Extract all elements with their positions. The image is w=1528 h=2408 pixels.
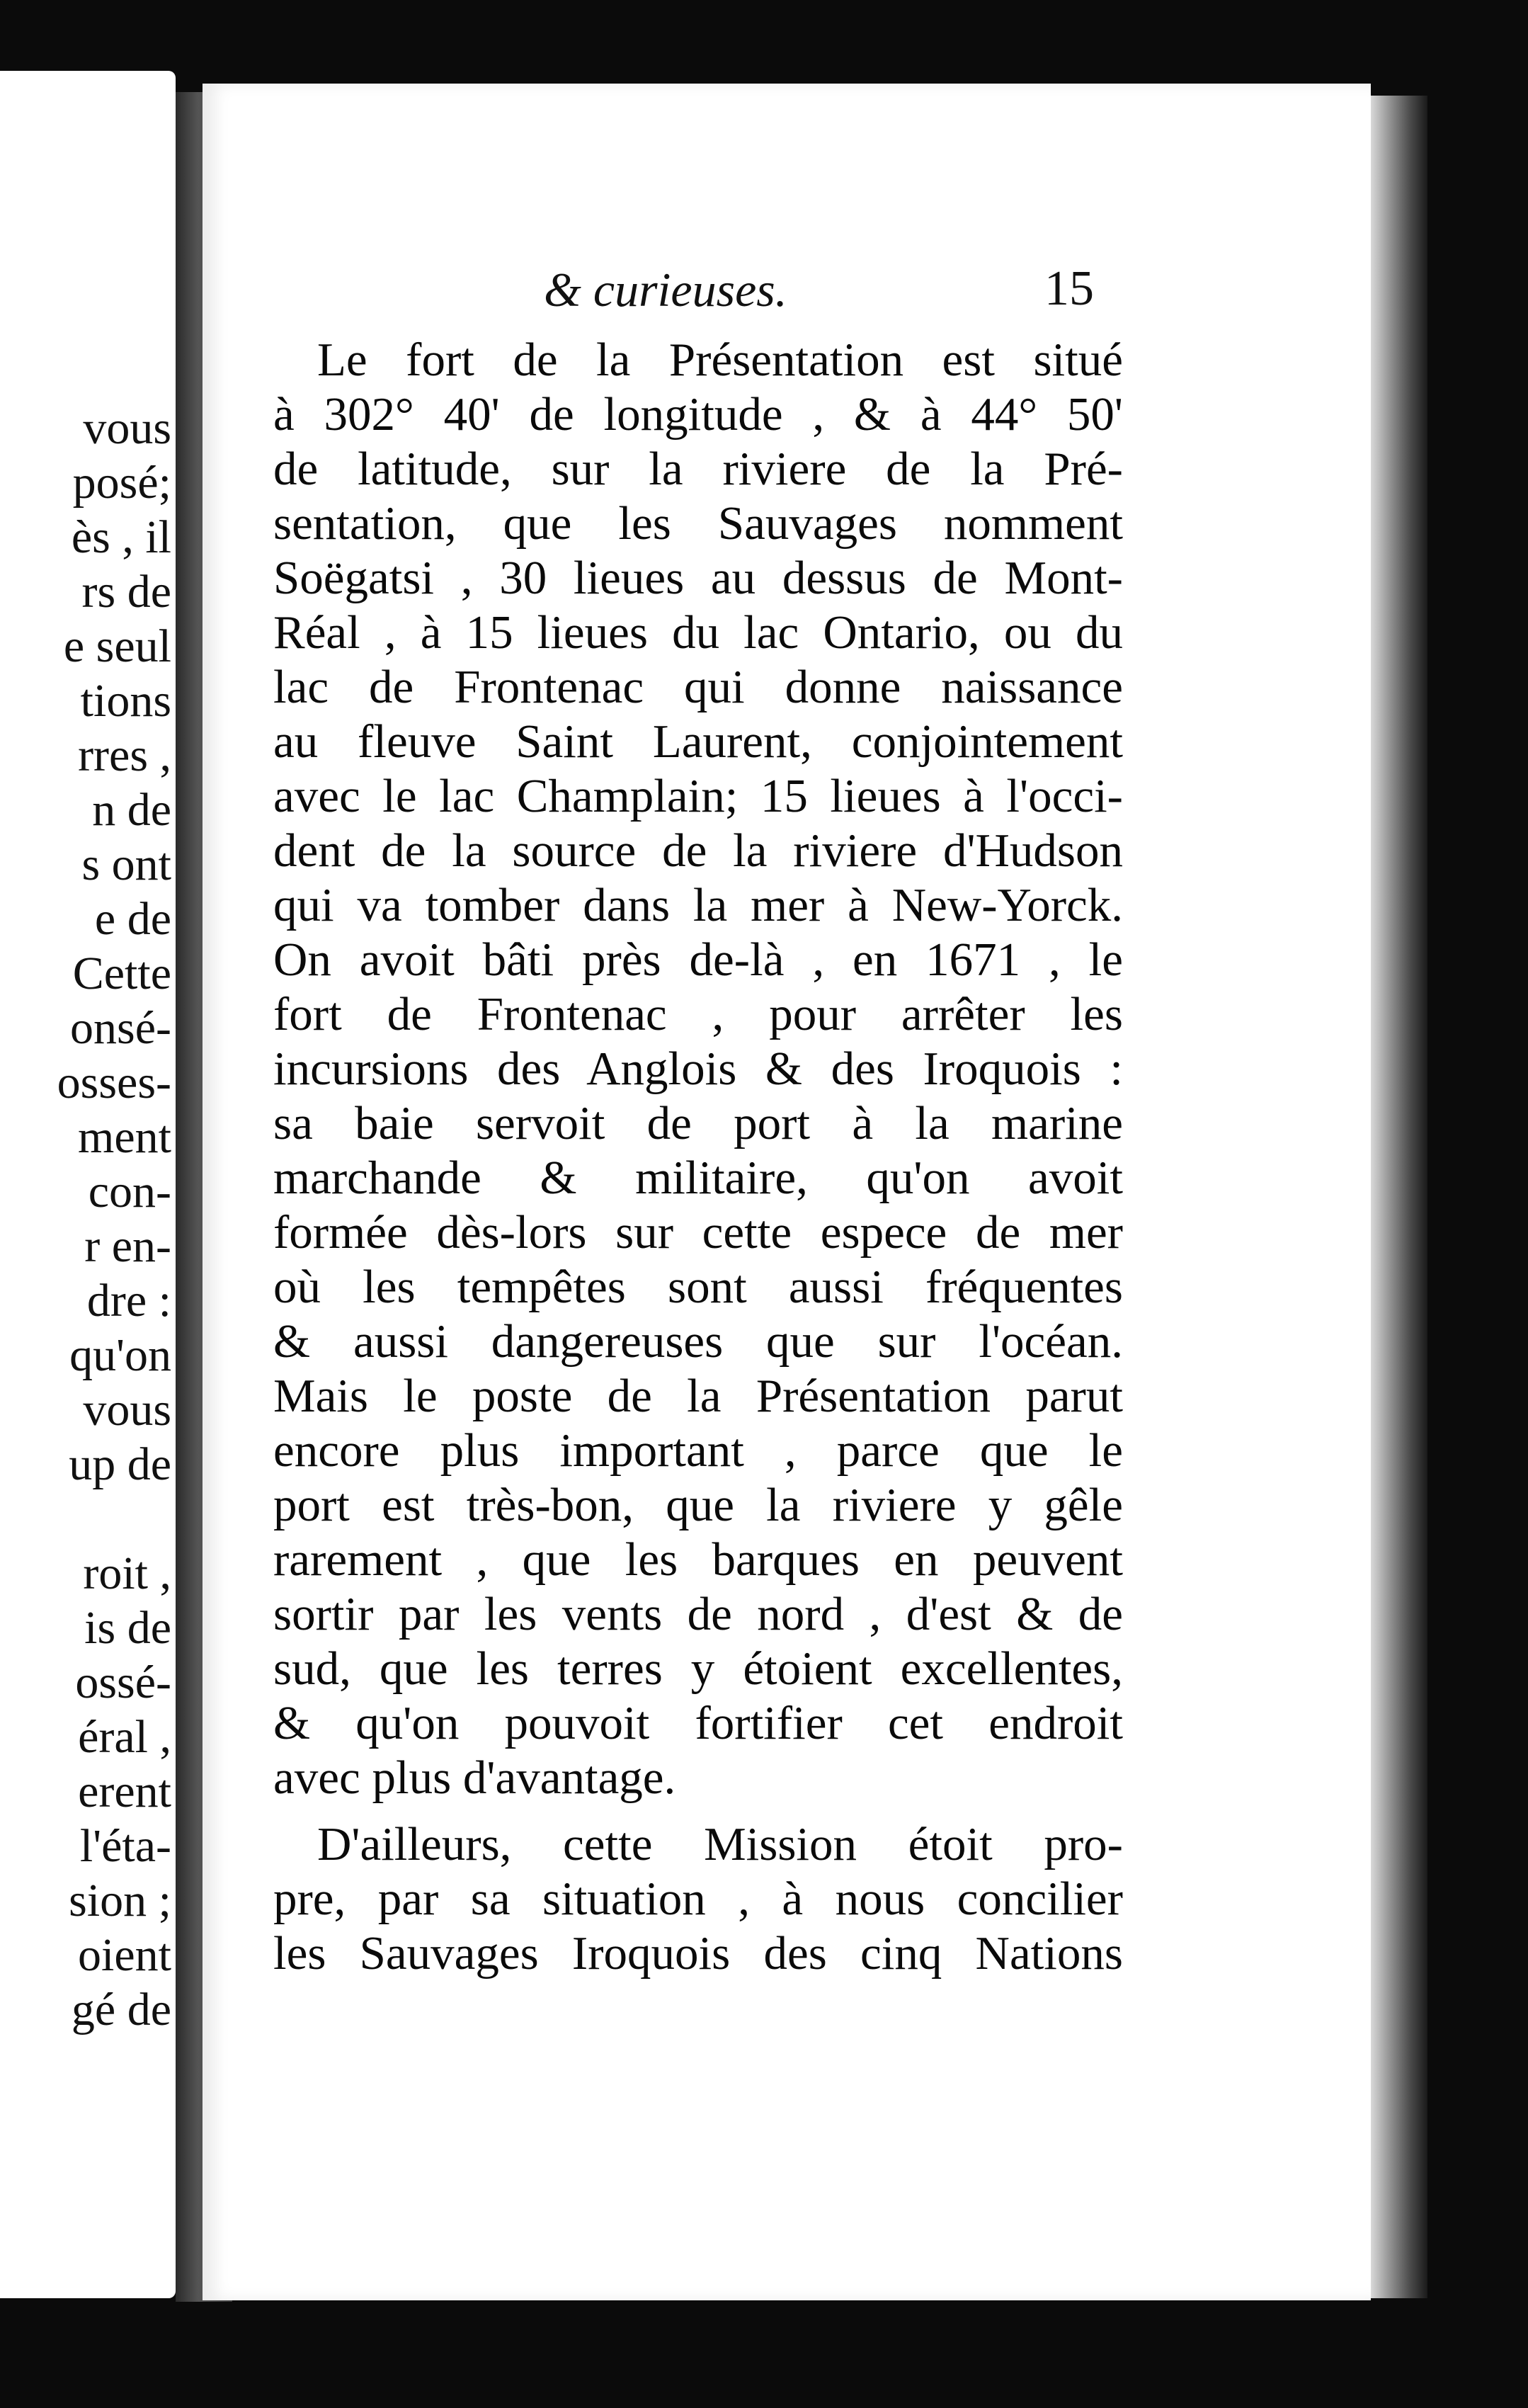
left-page-fragment: ossé- (75, 1657, 171, 1708)
running-head: & curieuses. (544, 263, 787, 317)
text-line: formée dès-lors sur cette espece de mer (273, 1206, 1123, 1259)
text-line: à 302° 40' de longitude , & à 44° 50' (273, 388, 1123, 441)
left-page-fragment: Cette (72, 948, 171, 999)
text-line: de latitude, sur la riviere de la Pré- (273, 443, 1123, 495)
left-page (0, 71, 176, 2298)
left-page-fragment: ment (78, 1111, 171, 1163)
text-line: Le fort de la Présentation est situé (317, 334, 1123, 386)
left-page-fragment: vous (83, 1384, 171, 1436)
text-line: On avoit bâti près de-là , en 1671 , le (273, 933, 1123, 986)
left-page-fragment: qu'on (69, 1329, 171, 1381)
left-page-fragment: s ont (81, 839, 171, 890)
text-line: avec le lac Champlain; 15 lieues à l'occi- (273, 770, 1123, 822)
text-line: dent de la source de la riviere d'Hudson (273, 824, 1123, 877)
left-page-fragment: roit , (83, 1547, 171, 1599)
left-page-fragment: oient (78, 1929, 171, 1981)
text-line: encore plus important , parce que le (273, 1424, 1123, 1477)
left-page-fragment: con- (88, 1166, 171, 1217)
page-edges (1371, 96, 1427, 2298)
text-line: Soëgatsi , 30 lieues au dessus de Mont- (273, 552, 1123, 604)
left-page-fragment: e seul (63, 620, 171, 672)
left-page-fragment: l'éta- (79, 1820, 171, 1872)
text-line: sud, que les terres y étoient excellentes, (273, 1642, 1123, 1695)
text-line: D'ailleurs, cette Mission étoit pro- (317, 1818, 1123, 1870)
left-page-fragment: éral , (78, 1711, 171, 1763)
left-page-fragment: osses- (57, 1057, 171, 1108)
text-line: port est très-bon, que la riviere y gêle (273, 1479, 1123, 1531)
text-line: où les tempêtes sont aussi fréquentes (273, 1261, 1123, 1313)
left-page-fragment: erent (78, 1766, 171, 1817)
left-page-fragment: onsé- (70, 1002, 171, 1054)
left-page-fragment: is de (84, 1602, 171, 1654)
text-line: fort de Frontenac , pour arrêter les (273, 988, 1123, 1040)
text-line: marchande & militaire, qu'on avoit (273, 1152, 1123, 1204)
left-page-fragment: r en- (84, 1220, 171, 1272)
left-page-fragment: gé de (71, 1984, 171, 2035)
text-line: qui va tomber dans la mer à New-Yorck. (273, 879, 1123, 931)
text-line: avec plus d'avantage. (273, 1751, 676, 1804)
text-line: Réal , à 15 lieues du lac Ontario, ou du (273, 606, 1123, 659)
left-page-fragment: e de (94, 893, 171, 945)
text-line: au fleuve Saint Laurent, conjointement (273, 715, 1123, 768)
text-line: & qu'on pouvoit fortifier cet endroit (273, 1697, 1123, 1749)
text-line: sa baie servoit de port à la marine (273, 1097, 1123, 1149)
left-page-fragment: up de (69, 1438, 171, 1490)
text-line: Mais le poste de la Présentation parut (273, 1370, 1123, 1422)
left-page-fragment: ès , il (71, 511, 171, 563)
left-page-fragment: dre : (86, 1275, 171, 1327)
left-page-fragment: n de (92, 784, 171, 836)
page-number: 15 (1044, 261, 1094, 316)
left-page-fragment: rs de (81, 566, 171, 618)
text-line: & aussi dangereuses que sur l'océan. (273, 1315, 1123, 1368)
left-page-fragment: vous (83, 402, 171, 454)
left-page-fragment: posé; (72, 457, 171, 509)
text-line: incursions des Anglois & des Iroquois : (273, 1043, 1123, 1095)
left-page-fragment: tions (80, 675, 171, 727)
left-page-fragment: sion ; (69, 1875, 171, 1926)
text-line: pre, par sa situation , à nous concilier (273, 1873, 1123, 1925)
text-line: les Sauvages Iroquois des cinq Nations (273, 1927, 1123, 1980)
left-page-fragment: rres , (78, 729, 171, 781)
text-line: rarement , que les barques en peuvent (273, 1533, 1123, 1586)
text-line: sentation, que les Sauvages nomment (273, 497, 1123, 550)
text-line: lac de Frontenac qui donne naissance (273, 661, 1123, 713)
text-line: sortir par les vents de nord , d'est & de (273, 1588, 1123, 1640)
